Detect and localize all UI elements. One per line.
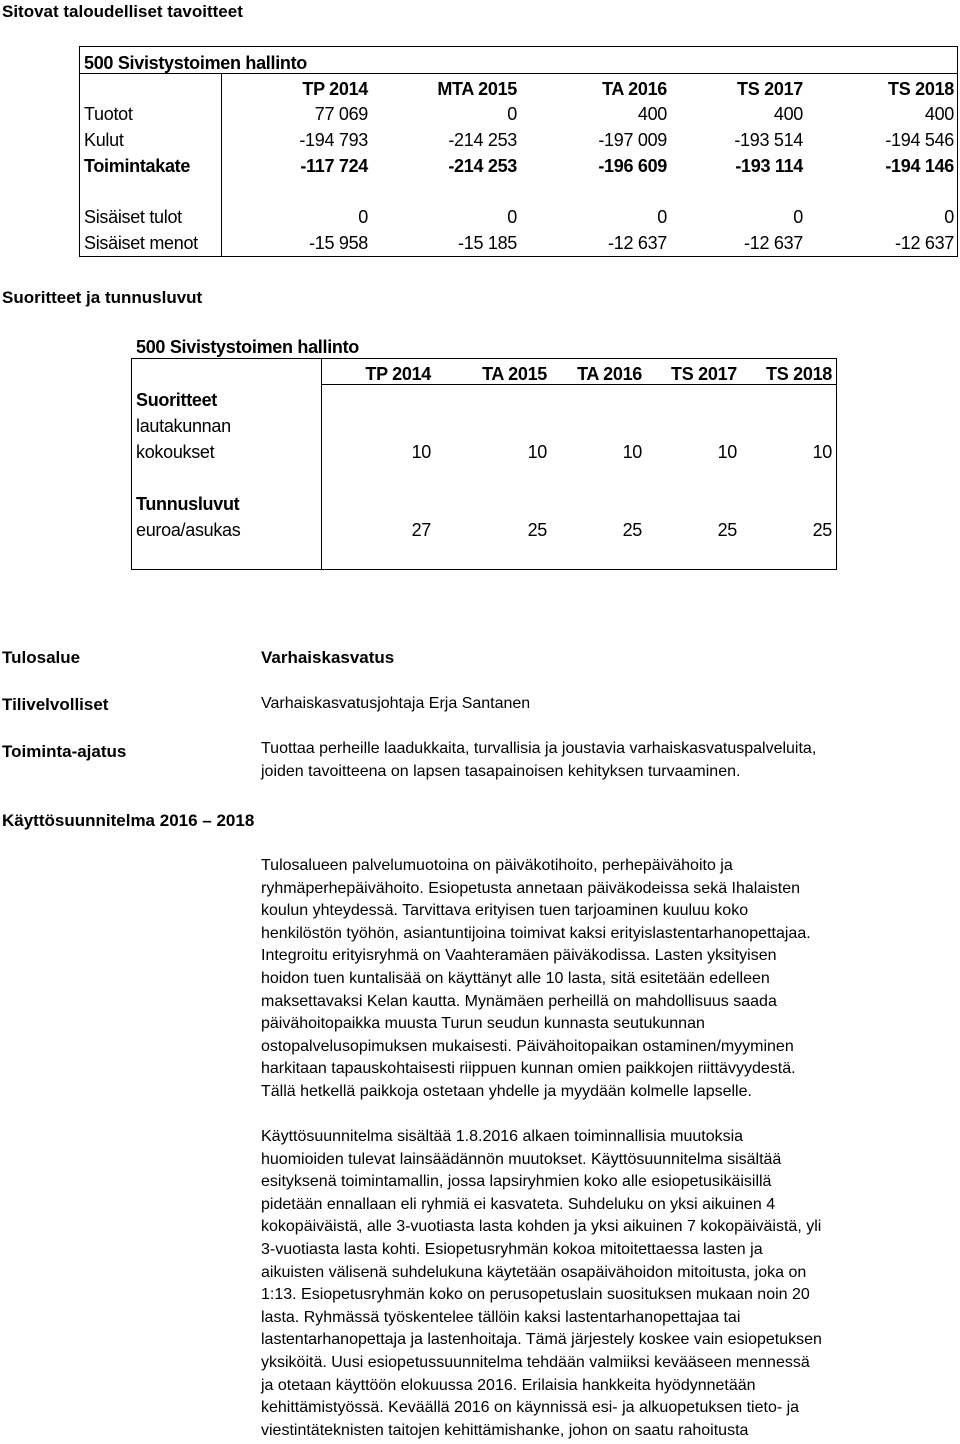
finance-table-title: 500 Sivistystoimen hallinto	[84, 53, 307, 73]
finance-cell: -193 514	[734, 130, 803, 150]
finance-row-label: Sisäiset tulot	[84, 207, 182, 227]
outputs-row1-cell: 10	[717, 442, 737, 462]
outputs-col-header: TS 2017	[671, 364, 737, 384]
outputs-row2-cell: 25	[527, 520, 547, 540]
outputs-row1-cell: 10	[622, 442, 642, 462]
finance-cell: -194 546	[885, 130, 954, 150]
paragraph-line: ja otetaan käyttöön elokuussa 2016. Erilaisia hankkeita hyödynnetään	[261, 1376, 756, 1394]
paragraph-line: viestintäteknisten taitojen kehittämishanke, johon on saatu rahoitusta	[261, 1421, 749, 1439]
finance-row-label: Tuotot	[84, 104, 133, 124]
finance-cell: 0	[944, 207, 954, 227]
finance-header-rule	[80, 73, 957, 74]
paragraph-line: Tällä hetkellä paikkoja ostetaan yhdelle ja myydään kolmelle lapselle.	[261, 1082, 752, 1100]
finance-col-header: TS 2018	[888, 79, 954, 99]
finance-cell: -12 637	[608, 233, 667, 253]
paragraph-line: 3-vuotiasta lasta kohti. Esiopetusryhmän kokoa mitoitettaessa lasten ja	[261, 1240, 763, 1258]
outputs-section-suoritteet: Suoritteet	[136, 390, 218, 410]
finance-cell: -194 793	[299, 130, 368, 150]
outputs-row2-cell: 25	[622, 520, 642, 540]
outputs-row2-label: euroa/asukas	[136, 520, 241, 540]
outputs-col-header: TA 2015	[482, 364, 547, 384]
finance-col-header: TA 2016	[602, 79, 667, 99]
finance-cell: 400	[637, 104, 667, 124]
paragraph-line: esityksenä toimintamallin, jossa lapsiryhmien koko alle esiopetusikäisillä	[261, 1173, 772, 1191]
toiminta-ajatus-line-2: joiden tavoitteena on lapsen tasapainoisen kehityksen turvaaminen.	[261, 763, 741, 780]
outputs-row1-label-line2: kokoukset	[136, 442, 215, 462]
paragraph-line: päivähoitopaikka muusta Turun seudun kunnasta seutukunnan	[261, 1015, 705, 1033]
finance-cell: -15 958	[309, 233, 368, 253]
plan-heading: Käyttösuunnitelma 2016 – 2018	[2, 811, 255, 830]
paragraph-line: lasta. Ryhmässä työskentelee tällöin kaksi lastentarhanopettajaa tai	[261, 1308, 741, 1326]
finance-cell: -196 609	[598, 156, 667, 176]
tilivelvolliset-label: Tilivelvolliset	[2, 695, 109, 714]
outputs-col-header: TP 2014	[365, 364, 431, 384]
finance-col-header: MTA 2015	[437, 79, 517, 99]
finance-cell: -214 253	[448, 156, 517, 176]
paragraph-line: aikuisten välisenä suhdelukuna käytetään osapäivähoidon mitoitusta, joka on	[261, 1263, 807, 1281]
finance-cell: -214 253	[448, 130, 517, 150]
outputs-row1-cell: 10	[411, 442, 431, 462]
tilivelvolliset-value: Varhaiskasvatusjohtaja Erja Santanen	[261, 695, 531, 712]
outputs-row2-cell: 25	[812, 520, 832, 540]
tulosalue-label: Tulosalue	[2, 648, 81, 667]
finance-row-label: Kulut	[84, 130, 124, 150]
finance-cell: 0	[657, 207, 667, 227]
outputs-heading: Suoritteet ja tunnusluvut	[2, 288, 203, 307]
paragraph-line: lastentarhanopettaja ja lastenhoitaja. Tämä järjestely koskee vain esiopetuksen	[261, 1331, 822, 1349]
finance-cell: 0	[507, 207, 517, 227]
finance-cell: -117 724	[300, 156, 368, 176]
finance-col-header: TS 2017	[737, 79, 803, 99]
outputs-section-tunnusluvut: Tunnusluvut	[136, 494, 240, 514]
toiminta-ajatus-line-1: Tuottaa perheille laadukkaita, turvallisia ja joustavia varhaiskasvatuspalveluita,	[261, 740, 817, 757]
finance-cell: 77 069	[314, 104, 368, 124]
outputs-table-title: 500 Sivistystoimen hallinto	[136, 337, 359, 357]
paragraph-line: kehittämistyössä. Keväällä 2016 on käynnissä esi- ja alkuopetuksen tieto- ja	[261, 1399, 800, 1417]
outputs-label-rule	[321, 358, 322, 570]
finance-cell: 400	[773, 104, 803, 124]
paragraph-line: Käyttösuunnitelma sisältää 1.8.2016 alkaen toiminnallisia muutoksia	[261, 1128, 744, 1145]
finance-cell: 0	[793, 207, 803, 227]
finance-cell: -15 185	[458, 233, 517, 253]
finance-label-rule	[221, 73, 222, 256]
paragraph-line: maksettavaksi Kelan kautta. Mynämäen perheillä on mahdollisuus saada	[261, 992, 777, 1010]
paragraph-line: Tulosalueen palvelumuotoina on päiväkotihoito, perhepäivähoito ja	[261, 857, 733, 874]
finance-cell: -12 637	[895, 233, 954, 253]
paragraph-line: harkitaan tapauskohtaisesti riippuen kunnan omien paikkojen riittävyydestä.	[261, 1060, 796, 1078]
finance-cell: 0	[358, 207, 368, 227]
paragraph-line: hoidon tuen kuntalisää on käyttänyt alle 10 lasta, sitä esitetään edelleen	[261, 969, 770, 987]
paragraph-line: 1:13. Esiopetusryhmän koko on perusopetuslain suosituksen mukaan noin 20	[261, 1286, 810, 1304]
finance-cell: 0	[507, 104, 517, 124]
finance-col-header: TP 2014	[302, 79, 368, 99]
goals-heading: Sitovat taloudelliset tavoitteet	[2, 2, 243, 21]
outputs-table	[131, 336, 837, 572]
paragraph-line: ryhmäperhepäivähoito. Esiopetusta annetaan päiväkodeissa sekä Ihalaisten	[261, 879, 801, 897]
paragraph-line: koulun yhteydessä. Tarvittava erityisen tuen tarjoaminen kuuluu koko	[261, 902, 749, 920]
outputs-row1-label-line1: lautakunnan	[136, 416, 231, 436]
paragraph-line: ostopalvelusopimuksen mukaisesti. Päivähoitopaikan ostaminen/myyminen	[261, 1037, 794, 1055]
outputs-col-header: TS 2018	[766, 364, 832, 384]
plan-paragraph-1	[261, 855, 951, 1104]
outputs-row1-cell: 10	[527, 442, 547, 462]
finance-table	[79, 46, 958, 257]
finance-row-label: Sisäiset menot	[84, 233, 198, 253]
paragraph-line: kokopäiväistä, alle 3-vuotiasta lasta kohden ja yksi aikuinen 7 kokopäiväistä, yli	[261, 1218, 822, 1236]
finance-row-label: Toimintakate	[84, 156, 191, 176]
outputs-row2-cell: 27	[411, 520, 431, 540]
outputs-col-header: TA 2016	[577, 364, 642, 384]
finance-cell: 400	[924, 104, 954, 124]
paragraph-line: huomioiden tulevat lainsäädännön muutokset. Käyttösuunnitelma sisältää	[261, 1150, 782, 1168]
paragraph-line: Integroitu erityisryhmä on Vaahteramäen päiväkodissa. Lasten yksityisen	[261, 947, 777, 965]
toiminta-ajatus-label: Toiminta-ajatus	[2, 742, 127, 761]
outputs-row2-cell: 25	[717, 520, 737, 540]
finance-cell: -197 009	[598, 130, 667, 150]
tulosalue-value: Varhaiskasvatus	[261, 648, 395, 667]
paragraph-line: yksiköitä. Uusi esiopetussuunnitelma tehdään valmiiksi kevääseen mennessä	[261, 1353, 810, 1371]
outputs-row1-cell: 10	[812, 442, 832, 462]
paragraph-line: henkilöstön työhön, asiantuntijoina toimivat kaksi erityislastentarhanopettajaa.	[261, 924, 811, 942]
finance-cell: -193 114	[735, 156, 803, 176]
plan-paragraph-2	[261, 1126, 951, 1442]
finance-cell: -12 637	[744, 233, 803, 253]
paragraph-line: pidetään ennallaan eli ryhmiä ei kasvateta. Suhdeluku on yksi aikuinen 4	[261, 1195, 776, 1213]
finance-cell: -194 146	[885, 156, 954, 176]
